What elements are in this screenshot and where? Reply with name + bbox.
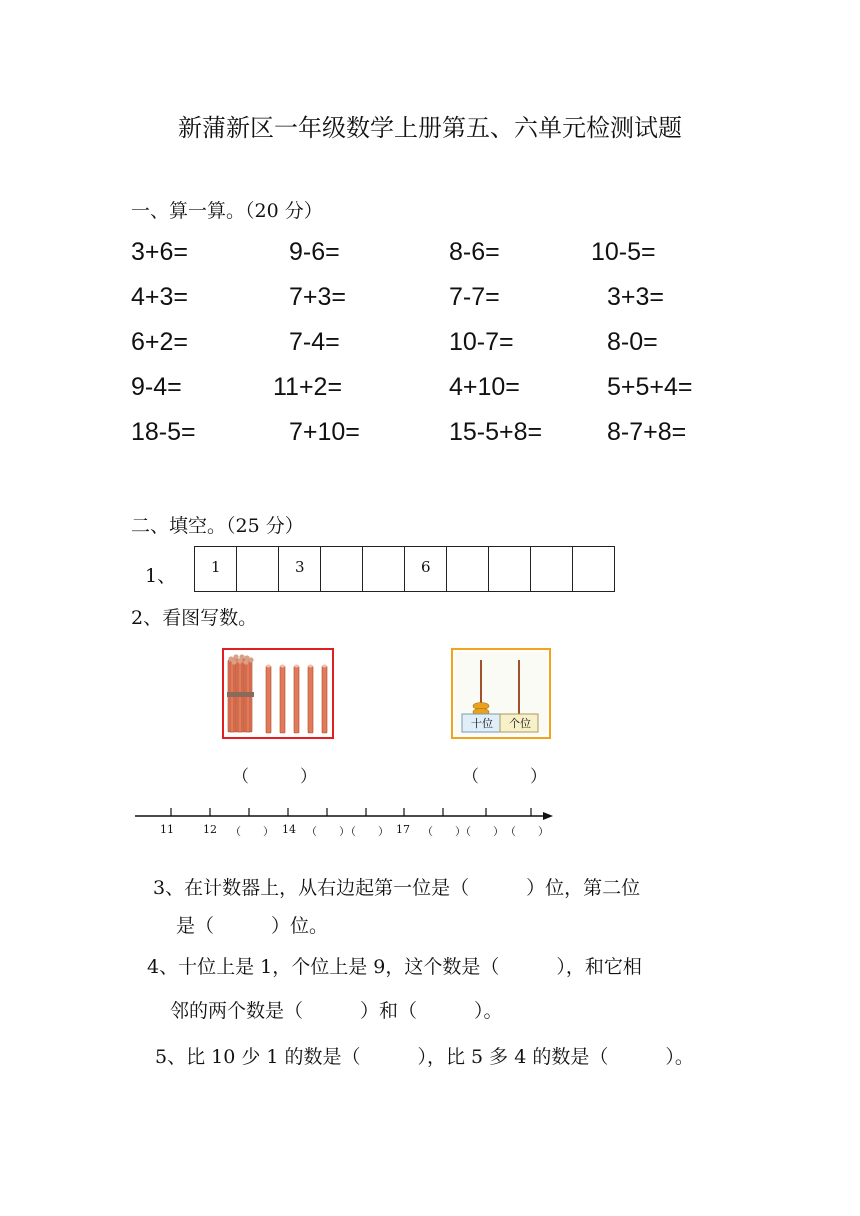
number-line-blank[interactable]: （ ） [505, 825, 549, 838]
calc-item: 15-5+8= [449, 418, 543, 446]
calc-item: 7-7= [449, 283, 500, 311]
number-line-blank[interactable]: （ ） [230, 825, 274, 838]
sequence-cell[interactable] [447, 547, 489, 591]
q3-line1: 3、在计数器上，从右边起第一位是（ ）位，第二位 [153, 877, 641, 899]
calc-item: 4+3= [131, 283, 189, 311]
calc-item: 8-6= [449, 238, 500, 266]
number-line-blank[interactable]: （ ） [306, 825, 350, 838]
number-line-label: 17 [396, 823, 410, 836]
calc-item: 8-7+8= [607, 418, 687, 446]
sequence-cell[interactable] [237, 547, 279, 591]
number-line [133, 798, 563, 820]
calc-item: 4+10= [449, 373, 520, 401]
q2-label: 2、看图写数。 [131, 607, 258, 629]
page-title: 新蒲新区一年级数学上册第五、六单元检测试题 [178, 114, 682, 142]
q4-line1: 4、十位上是 1，个位上是 9，这个数是（ ），和它相 [147, 956, 642, 978]
calc-item: 7+3= [289, 283, 347, 311]
number-line-blank[interactable]: （ ） [422, 825, 466, 838]
abacus-answer-blank[interactable]: （ ） [462, 767, 547, 787]
sequence-cell[interactable]: 1 [195, 547, 237, 591]
calc-item: 11+2= [273, 373, 343, 401]
number-line-label: 12 [203, 823, 217, 836]
calc-item: 7+10= [289, 418, 360, 446]
abacus-ones-label: 个位 [509, 717, 531, 730]
calc-item: 3+3= [607, 283, 665, 311]
sticks-picture [222, 648, 334, 739]
number-line-blank[interactable]: （ ） [460, 825, 504, 838]
calc-item: 10-5= [591, 238, 656, 266]
number-line-blank[interactable]: （ ） [345, 825, 389, 838]
section1-heading: 一、算一算。（20 分） [131, 200, 323, 222]
calc-item: 5+5+4= [607, 373, 693, 401]
q3-line2: 是（ ）位。 [176, 915, 329, 937]
number-line-label: 11 [160, 823, 174, 836]
number-line-label: 14 [282, 823, 296, 836]
abacus-tens-label: 十位 [471, 717, 493, 730]
number-line-axis [133, 798, 563, 820]
calc-item: 6+2= [131, 328, 189, 356]
bundle-of-sticks-icon [222, 648, 334, 739]
calc-item: 9-4= [131, 373, 182, 401]
number-sequence-grid [194, 546, 615, 592]
sequence-cell[interactable] [531, 547, 573, 591]
q1-label: 1、 [145, 565, 177, 587]
calc-item: 10-7= [449, 328, 514, 356]
q4-line2: 邻的两个数是（ ）和（ ）。 [170, 1000, 503, 1022]
sequence-cell[interactable] [489, 547, 531, 591]
calc-item: 9-6= [289, 238, 340, 266]
sequence-cell[interactable]: 6 [405, 547, 447, 591]
calc-item: 18-5= [131, 418, 196, 446]
sequence-cell[interactable] [363, 547, 405, 591]
calc-item: 7-4= [289, 328, 340, 356]
calc-item: 3+6= [131, 238, 189, 266]
picture-answer-blank[interactable]: （ ） [232, 767, 317, 787]
q5-line1: 5、比 10 少 1 的数是（ ），比 5 多 4 的数是（ ）。 [155, 1046, 694, 1068]
sequence-cell[interactable] [321, 547, 363, 591]
section2-heading: 二、填空。（25 分） [131, 515, 304, 537]
calc-item: 8-0= [607, 328, 658, 356]
sequence-cell[interactable] [573, 547, 615, 591]
sequence-cell[interactable]: 3 [279, 547, 321, 591]
